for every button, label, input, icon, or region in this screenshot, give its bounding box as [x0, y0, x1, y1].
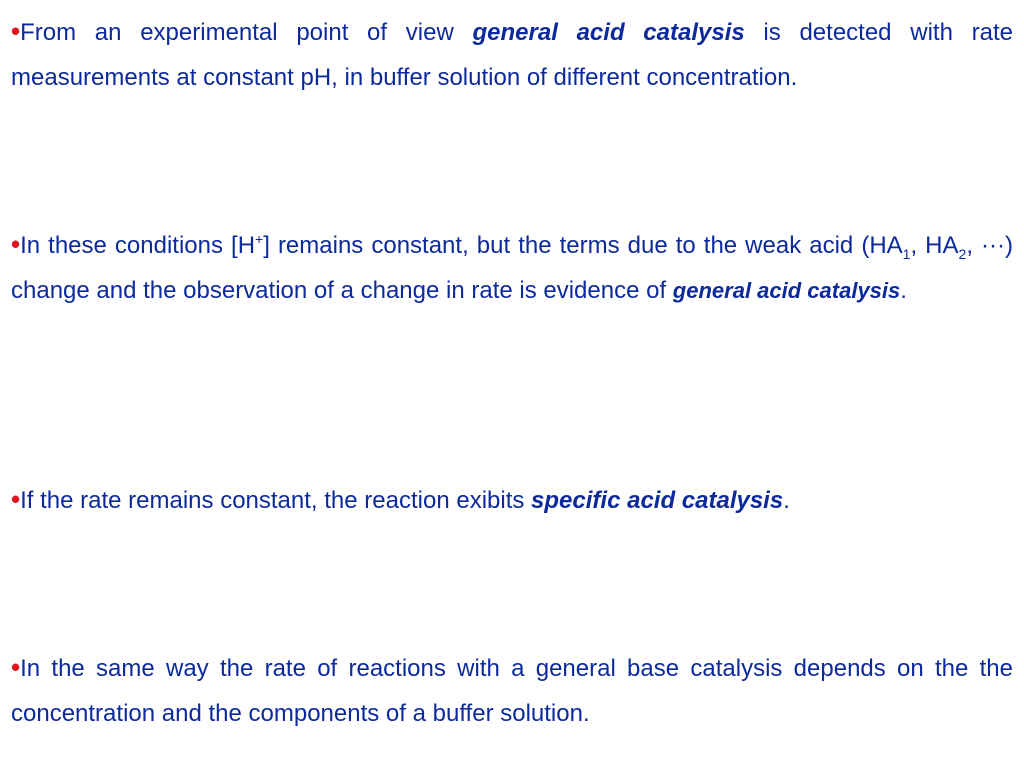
bullet-icon: •: [11, 652, 21, 682]
p3-text-end: .: [783, 487, 790, 514]
p1-text-after: is detected with rate measurements at constant pH, in buffer solution of different concentration.: [11, 19, 1013, 91]
paragraph-specific-acid: [11, 477, 1013, 523]
p2-superscript: +: [255, 231, 264, 247]
p4-text: In the same way the rate of reactions with a general base catalysis depends on the the concentration and the components of a buffer solution.: [11, 655, 1013, 727]
p3-text-before: If the rate remains constant, the reaction exibits: [20, 487, 532, 514]
p2-text-c: , HA: [910, 232, 959, 259]
p3-term: specific acid catalysis: [531, 487, 784, 514]
bullet-icon: •: [11, 484, 21, 514]
p2-text-d: , ···) change and the observation of a change in rate is evidence of: [11, 232, 1013, 304]
paragraph-general-base: [11, 645, 1013, 736]
p1-text-before: From an experimental point of view: [20, 19, 473, 46]
p2-text-b: ] remains constant, but the terms due to the weak acid (HA: [263, 232, 903, 259]
paragraph-general-acid-detection: [11, 9, 1013, 100]
p2-text-a: In these conditions [H: [20, 232, 256, 259]
p2-subscript-1: 1: [902, 245, 911, 262]
p2-term: general acid catalysis: [672, 278, 901, 303]
p2-text-end: .: [900, 277, 907, 304]
paragraph-constant-conditions: [11, 222, 1013, 313]
bullet-icon: •: [11, 229, 21, 259]
p2-subscript-2: 2: [958, 245, 967, 262]
p1-term: general acid catalysis: [472, 19, 745, 46]
bullet-icon: •: [11, 16, 21, 46]
